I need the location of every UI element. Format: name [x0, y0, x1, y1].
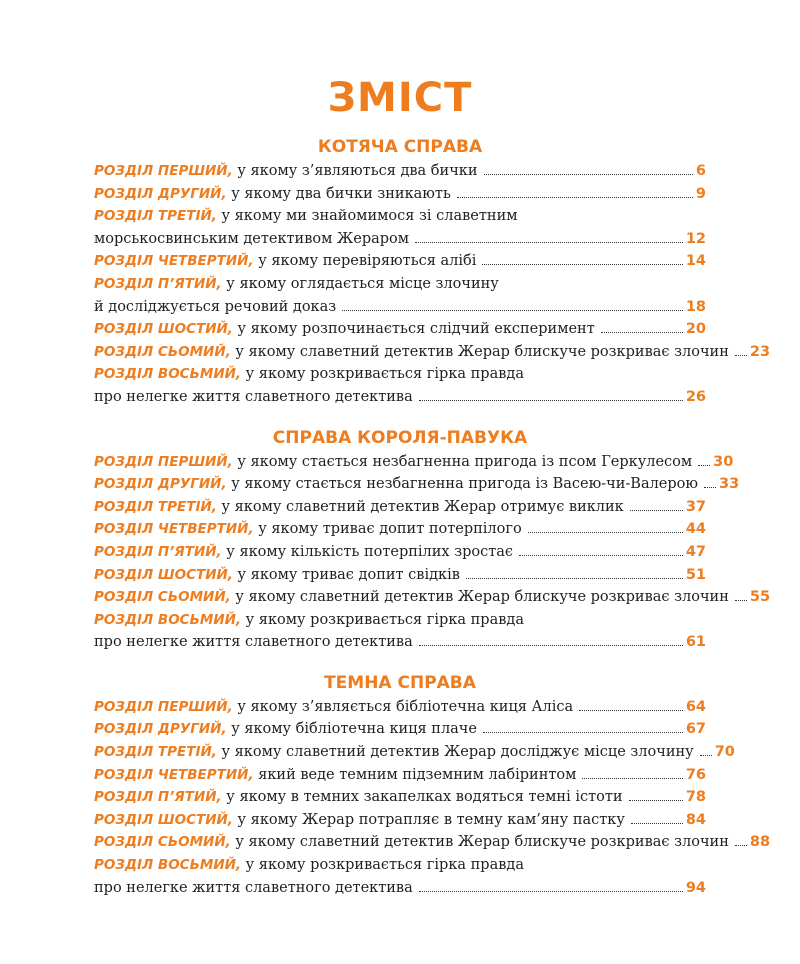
- chapter-heading: РОЗДІЛ П’ЯТИЙ,: [94, 543, 222, 560]
- page-number: 18: [685, 298, 706, 315]
- chapter-description: у якому триває допит свідків: [237, 566, 460, 583]
- chapter-description: у якому славетний детектив Жерар блискуче розкриває злочин: [235, 343, 729, 360]
- chapter-heading: РОЗДІЛ ТРЕТІЙ,: [94, 744, 217, 761]
- entry-line: [94, 250, 706, 273]
- section-title: ТЕМНА СПРАВА: [324, 672, 476, 693]
- chapter-description: морськосвинським детективом Жераром: [94, 230, 410, 247]
- toc-entry[interactable]: [94, 160, 706, 183]
- dot-leader: [629, 800, 683, 801]
- chapter-description: у якому стається незбагненна пригода із псом Геркулесом: [237, 453, 693, 470]
- entry-line: [94, 451, 734, 474]
- dot-leader: [700, 755, 712, 756]
- toc-entry[interactable]: [94, 609, 706, 654]
- chapter-description: у якому славетний детектив Жерар блискуче розкриває злочин: [235, 589, 729, 606]
- entry-line: [94, 564, 706, 587]
- page-number: 70: [714, 744, 735, 761]
- page-number: 94: [685, 879, 706, 896]
- chapter-heading: РОЗДІЛ П’ЯТИЙ,: [94, 789, 222, 806]
- entry-line: [94, 831, 771, 854]
- entry-line: [94, 386, 706, 409]
- toc-entry[interactable]: [94, 696, 706, 719]
- toc-entry[interactable]: [94, 786, 706, 809]
- chapter-description: у якому розкривається гірка правда: [245, 611, 524, 628]
- entry-line: [94, 183, 706, 206]
- chapter-description: у якому ми знайомимося зі славетним: [221, 208, 518, 225]
- chapter-description: у якому два бички зникають: [231, 185, 451, 202]
- toc-entry[interactable]: [94, 586, 771, 609]
- toc-entry[interactable]: [94, 764, 706, 787]
- page-number: 67: [685, 721, 706, 738]
- chapter-description: у якому в темних закапелках водяться темні істоти: [226, 789, 623, 806]
- entry-line: [94, 205, 706, 228]
- chapter-heading: РОЗДІЛ ПЕРШИЙ,: [94, 453, 233, 470]
- page-number: 12: [685, 230, 706, 247]
- dot-leader: [735, 845, 747, 846]
- entry-line: [94, 296, 706, 319]
- page-number: 47: [685, 543, 706, 560]
- entry-line: [94, 877, 706, 900]
- toc-entry[interactable]: [94, 831, 771, 854]
- dot-leader: [735, 355, 747, 356]
- entry-line: [94, 496, 706, 519]
- toc-entry[interactable]: [94, 363, 706, 408]
- dot-leader: [601, 332, 683, 333]
- chapter-heading: РОЗДІЛ ВОСЬМИЙ,: [94, 857, 242, 874]
- chapter-heading: РОЗДІЛ ПЕРШИЙ,: [94, 163, 233, 179]
- entry-line: [94, 741, 735, 764]
- entry-line: [94, 764, 706, 787]
- page-number: 84: [685, 811, 706, 828]
- chapter-description: у якому розкривається гірка правда: [245, 366, 524, 383]
- dot-leader: [419, 400, 683, 401]
- chapter-description: у якому триває допит потерпілого: [258, 521, 522, 538]
- page-number: 23: [749, 343, 771, 360]
- entry-line: [94, 541, 706, 564]
- entry-line: [94, 609, 706, 632]
- toc-entry[interactable]: [94, 718, 706, 741]
- page-number: 33: [719, 476, 740, 493]
- entry-line: [94, 696, 706, 719]
- page-number: 37: [685, 498, 706, 515]
- toc-entry[interactable]: [94, 205, 706, 250]
- chapter-description: у якому кількість потерпілих зростає: [226, 543, 514, 560]
- chapter-description: про нелегке життя славетного детектива: [94, 634, 413, 651]
- chapter-heading: РОЗДІЛ СЬОМИЙ,: [94, 343, 231, 360]
- chapter-description: про нелегке життя славетного детектива: [94, 388, 413, 405]
- page-number: 30: [713, 453, 734, 470]
- chapter-description: про нелегке життя славетного детектива: [94, 879, 413, 896]
- dot-leader: [484, 174, 693, 175]
- dot-leader: [582, 778, 682, 779]
- chapter-description: й досліджується речовий доказ: [94, 298, 337, 315]
- entry-line: [94, 631, 706, 654]
- page-number: 88: [749, 834, 771, 851]
- chapter-description: у якому славетний детектив Жерар отримує виклик: [221, 498, 624, 515]
- page-number: 26: [685, 388, 706, 405]
- page-number: 14: [685, 253, 706, 270]
- toc-entry[interactable]: [94, 451, 734, 474]
- toc-entry[interactable]: [94, 496, 706, 519]
- page-number: 20: [685, 321, 706, 338]
- page-number: 6: [695, 163, 706, 179]
- page-number: 64: [685, 698, 706, 715]
- toc-entry[interactable]: [94, 341, 771, 364]
- chapter-heading: РОЗДІЛ ЧЕТВЕРТИЙ,: [94, 253, 254, 270]
- dot-leader: [698, 465, 710, 466]
- toc-entry[interactable]: [94, 741, 735, 764]
- chapter-heading: РОЗДІЛ ШОСТИЙ,: [94, 566, 233, 583]
- page-number: 78: [685, 789, 706, 806]
- toc-entry[interactable]: [94, 273, 706, 318]
- dot-leader: [735, 600, 747, 601]
- chapter-description: у якому славетний детектив Жерар досліджує місце злочину: [221, 744, 694, 761]
- chapter-description: у якому з’являються два бички: [237, 163, 478, 179]
- entry-line: [94, 363, 706, 386]
- dot-leader: [528, 532, 683, 533]
- dot-leader: [483, 732, 683, 733]
- entry-line: [94, 786, 706, 809]
- chapter-description: у якому з’являється бібліотечна киця Аліса: [237, 698, 574, 715]
- page-number: 55: [749, 589, 771, 606]
- toc-entry[interactable]: [94, 541, 706, 564]
- page-number: 44: [685, 521, 706, 538]
- chapter-description: який веде темним підземним лабіринтом: [258, 766, 577, 783]
- section-title: КОТЯЧА СПРАВА: [317, 137, 483, 157]
- dot-leader: [482, 264, 682, 265]
- toc-section: [94, 134, 771, 409]
- chapter-heading: РОЗДІЛ ЧЕТВЕРТИЙ,: [94, 766, 254, 783]
- chapter-heading: РОЗДІЛ ШОСТИЙ,: [94, 811, 233, 828]
- entry-line: [94, 586, 771, 609]
- page-number: 76: [685, 766, 706, 783]
- section-title: СПРАВА КОРОЛЯ-ПАВУКА: [272, 427, 528, 448]
- chapter-description: у якому розпочинається слідчий експеримент: [237, 321, 595, 338]
- chapter-heading: РОЗДІЛ ШОСТИЙ,: [94, 321, 233, 338]
- page-title: ЗМІСТ: [327, 75, 473, 121]
- dot-leader: [519, 555, 683, 556]
- entry-line: [94, 809, 706, 832]
- toc-entry[interactable]: [94, 809, 706, 832]
- dot-leader: [342, 310, 683, 311]
- chapter-description: у якому оглядається місце злочину: [226, 275, 499, 292]
- chapter-heading: РОЗДІЛ ТРЕТІЙ,: [94, 498, 217, 515]
- toc-entry[interactable]: [94, 183, 706, 206]
- chapter-description: у якому стається незбагненна пригода із Васею-чи-Валерою: [231, 476, 699, 493]
- chapter-heading: РОЗДІЛ ТРЕТІЙ,: [94, 208, 217, 225]
- toc-entry[interactable]: [94, 564, 706, 587]
- dot-leader: [631, 823, 683, 824]
- dot-leader: [704, 487, 716, 488]
- chapter-heading: РОЗДІЛ ВОСЬМИЙ,: [94, 366, 242, 383]
- chapter-heading: РОЗДІЛ СЬОМИЙ,: [94, 834, 231, 851]
- toc-section: [94, 670, 771, 899]
- chapter-heading: РОЗДІЛ П’ЯТИЙ,: [94, 275, 222, 292]
- entry-line: [94, 341, 771, 364]
- chapter-heading: РОЗДІЛ СЬОМИЙ,: [94, 589, 231, 606]
- dot-leader: [419, 645, 683, 646]
- chapter-description: у якому бібліотечна киця плаче: [231, 721, 477, 738]
- page-number: 9: [695, 185, 706, 202]
- chapter-heading: РОЗДІЛ ДРУГИЙ,: [94, 721, 227, 738]
- page-number: 61: [685, 634, 706, 651]
- chapter-heading: РОЗДІЛ ПЕРШИЙ,: [94, 698, 233, 715]
- entry-line: [94, 473, 740, 496]
- dot-leader: [415, 242, 683, 243]
- toc-entry[interactable]: [94, 854, 706, 899]
- chapter-heading: РОЗДІЛ ВОСЬМИЙ,: [94, 611, 242, 628]
- chapter-heading: РОЗДІЛ ЧЕТВЕРТИЙ,: [94, 521, 254, 538]
- entry-line: [94, 228, 706, 251]
- entry-line: [94, 718, 706, 741]
- table-of-contents: [94, 134, 771, 899]
- chapter-description: у якому Жерар потрапляє в темну кам’яну пастку: [237, 811, 625, 828]
- entry-line: [94, 318, 706, 341]
- chapter-description: у якому перевіряються алібі: [258, 253, 477, 270]
- dot-leader: [630, 510, 683, 511]
- toc-section: [94, 425, 771, 654]
- toc-entry[interactable]: [94, 473, 740, 496]
- toc-entry[interactable]: [94, 250, 706, 273]
- chapter-description: у якому славетний детектив Жерар блискуче розкриває злочин: [235, 834, 729, 851]
- entry-line: [94, 518, 706, 541]
- chapter-description: у якому розкривається гірка правда: [245, 857, 524, 874]
- dot-leader: [457, 197, 693, 198]
- entry-line: [94, 160, 706, 183]
- entry-line: [94, 273, 706, 296]
- chapter-heading: РОЗДІЛ ДРУГИЙ,: [94, 185, 227, 202]
- dot-leader: [466, 578, 683, 579]
- dot-leader: [579, 710, 683, 711]
- page-number: 51: [685, 566, 706, 583]
- toc-entry[interactable]: [94, 518, 706, 541]
- chapter-heading: РОЗДІЛ ДРУГИЙ,: [94, 476, 227, 493]
- toc-entry[interactable]: [94, 318, 706, 341]
- entry-line: [94, 854, 706, 877]
- dot-leader: [419, 891, 683, 892]
